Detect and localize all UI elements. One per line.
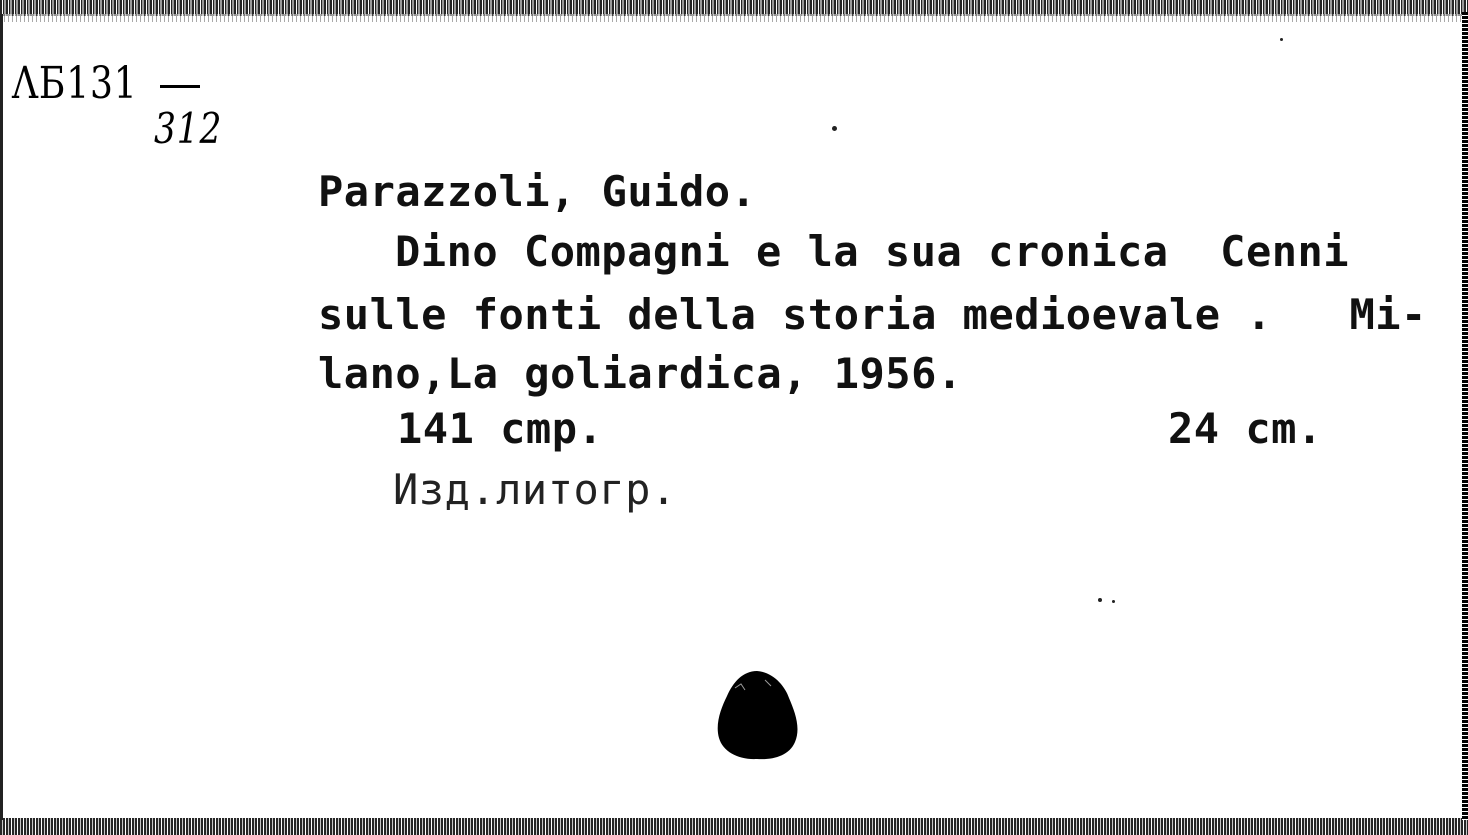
scan-speck xyxy=(1112,600,1115,603)
imprint-line: lano,La goliardica, 1956. xyxy=(318,349,963,398)
scan-border-top-fade xyxy=(0,14,1468,22)
scan-speck xyxy=(1098,598,1102,602)
scan-speck xyxy=(1280,38,1283,41)
scan-border-bottom xyxy=(0,818,1468,835)
call-number-top: ΛБ131 xyxy=(12,58,138,109)
scan-border-left xyxy=(0,14,3,820)
call-number-bottom: 312 xyxy=(154,104,223,153)
dimensions: 24 cm. xyxy=(1168,404,1323,453)
pagination: 141 cmp. xyxy=(397,404,604,453)
scan-speck xyxy=(832,126,837,131)
call-number-fraction-rule xyxy=(160,85,200,88)
publication-note: Изд.литогр. xyxy=(393,465,677,514)
title-line: Dino Compagni e la sua cronica Cenni xyxy=(395,227,1350,276)
author-heading: Parazzoli, Guido. xyxy=(318,167,757,216)
title-line: sulle fonti della storia medioevale . Mi- xyxy=(318,290,1427,339)
scan-border-right xyxy=(1462,12,1468,820)
punch-hole xyxy=(715,668,799,762)
